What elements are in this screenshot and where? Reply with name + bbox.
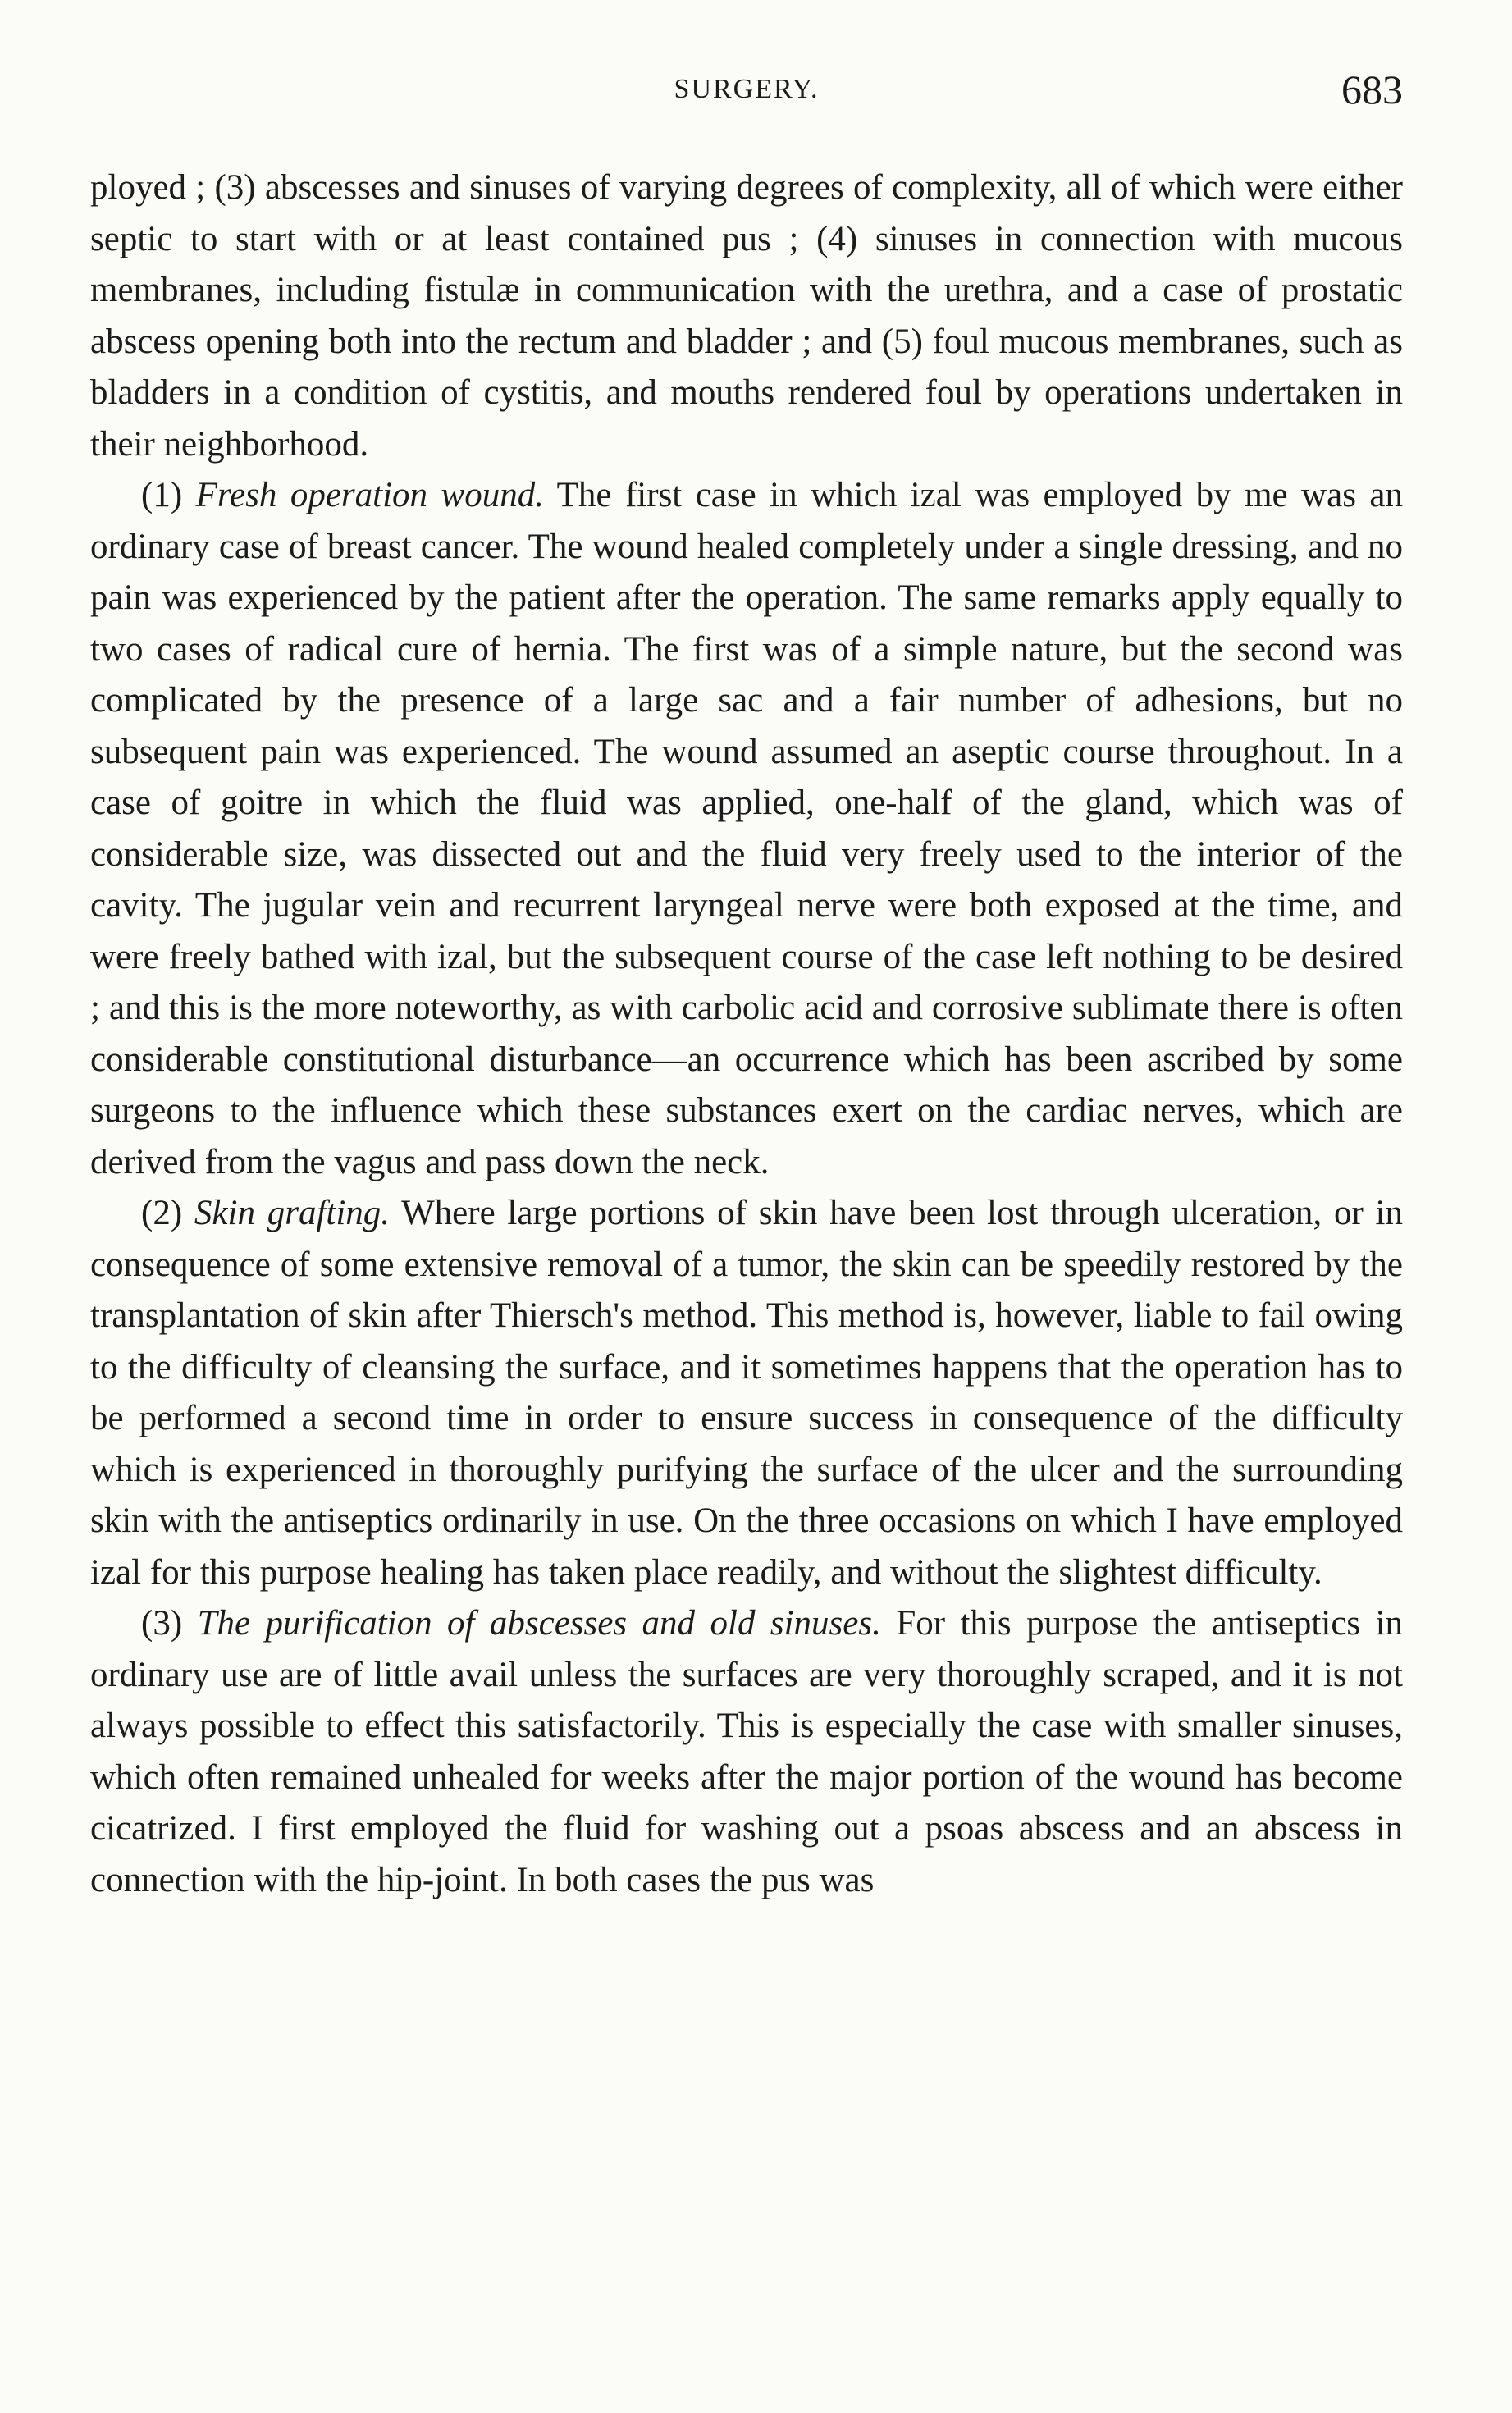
paragraph-text: The first case in which izal was employed by me was an ordinary case of breast cancer. The wound healed completely under a single dressing, and no pain was experienced by the patient after the operation. The same remarks apply equally to two cases of radical cure of hernia. The first was of a simple nature, but the second was complicated by the presence of a large sac and a fair number of adhesions, but no subsequent pain was experienced. The wound assumed an aseptic course throughout. In a case of goitre in which the fluid was applied, one-half of the gland, which was of considerable size, was dissected out and the fluid very freely used to the interior of the cavity. The jugular vein and recurrent laryngeal nerve were both exposed at the time, and were freely bathed with izal, but the subsequent course of the case left nothing to be desired ; and this is the more noteworthy, as with carbolic acid and corrosive sublimate there is often considerable constitutional disturbance—an occurrence which has been ascribed by some surgeons to the influence which these substances exert on the cardiac nerves, which are derived from the vagus and pass down the neck.	[90, 476, 1404, 1181]
paragraph-fresh-operation-wound	[90, 470, 1403, 1188]
paragraph-purification-of-abscesses	[90, 1598, 1403, 1906]
book-page	[90, 66, 1403, 1906]
paragraph-text: For this purpose the antiseptics in ordinary use are of little avail unless the surfaces are very thoroughly scraped, and it is not always possible to effect this satisfactorily. This is especially the case with smaller sinuses, which often remained unhealed for weeks after the major portion of the wound has become cicatrized. I first employed the fluid for washing out a psoas abscess and an abscess in connection with the hip-joint. In both cases the pus was	[90, 1604, 1404, 1899]
paragraph-heading: The purification of abscesses and old sinuses.	[197, 1604, 881, 1643]
page-header	[90, 66, 1403, 131]
paragraph-text: ployed ; (3) abscesses and sinuses of varying degrees of complexity, all of which were either septic to start with or at least contained pus ; (4) sinuses in connection with mucous membranes, including fistulæ in communication with the urethra, and a case of prostatic abscess opening both into the rectum and bladder ; and (5) foul mucous membranes, such as bladders in a condition of cystitis, and mouths rendered foul by operations undertaken in their neighborhood.	[90, 168, 1403, 464]
body-text	[90, 162, 1403, 1906]
running-title: SURGERY.	[674, 74, 820, 104]
paragraph-skin-grafting	[90, 1188, 1403, 1598]
paragraph-number: (3)	[141, 1604, 183, 1643]
page-number: 683	[1341, 66, 1403, 112]
paragraph-number: (2)	[141, 1194, 183, 1232]
paragraph-number: (1)	[141, 476, 183, 514]
paragraph-heading: Fresh operation wound.	[195, 476, 544, 514]
paragraph-continued	[90, 162, 1403, 470]
paragraph-text: Where large portions of skin have been lost through ulceration, or in consequence of some extensive removal of a tumor, the skin can be speedily restored by the transplantation of skin after Thiersch's method. This method is, however, liable to fail owing to the difficulty of cleansing the surface, and it sometimes happens that the operation has to be performed a second time in order to ensure success in consequence of the difficulty which is experienced in thoroughly purifying the surface of the ulcer and the surrounding skin with the antiseptics ordinarily in use. On the three occasions on which I have employed izal for this purpose healing has taken place readily, and without the slightest difficulty.	[90, 1194, 1403, 1592]
paragraph-heading: Skin grafting.	[194, 1194, 391, 1232]
